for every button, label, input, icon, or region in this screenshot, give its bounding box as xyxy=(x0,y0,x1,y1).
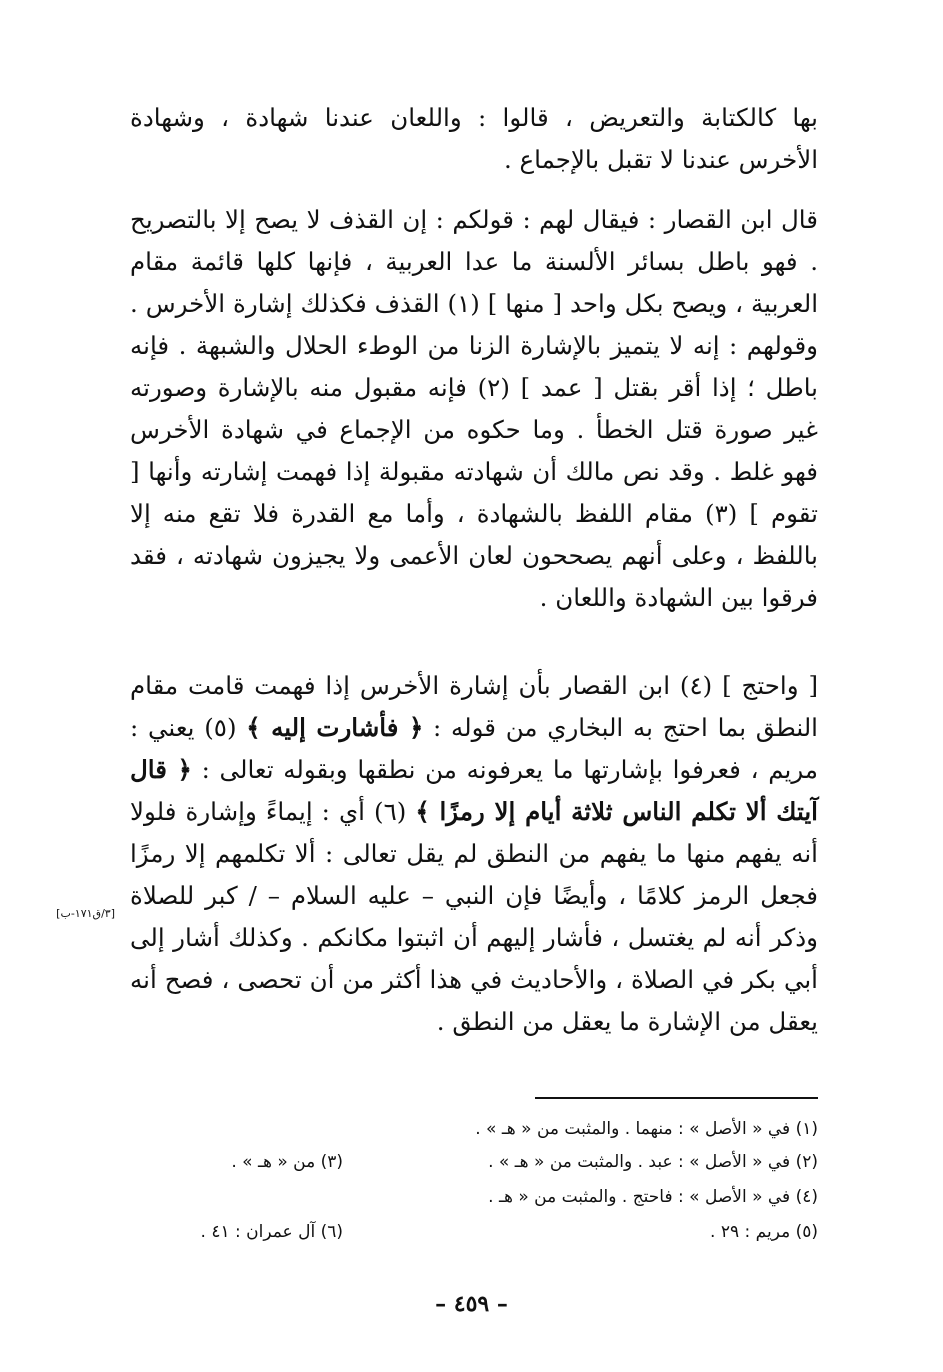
footnote-6: (٦) آل عمران : ٤١ . xyxy=(200,1222,343,1242)
manuscript-folio-note: [٣/ق١٧١-ب] xyxy=(56,907,115,920)
footnote-5: (٥) مريم : ٢٩ . xyxy=(710,1222,818,1242)
paragraph-1: بها كالكتابة والتعريض ، قالوا : واللعان عندنا شهادة ، وشهادة الأخرس عندنا لا تقبل بالإجماع . xyxy=(130,103,818,174)
paragraph-3-text-c: (٦) أي : إيماءً وإشارة فلولا أنه يفهم منها ما يفهم من النطق لم يقل تعالى : ألا تكلمهم إلا رمزًا فجعل الرمز كلامًا ، وأيضًا فإن النبي – عليه السلام – / كبر للصلاة وذكر أنه لم يغتسل ، فأشار إليهم أن اثبتوا مكانكم . وكذلك أشار إلى أبي بكر في الصلاة ، والأحاديث في هذا أكثر من أن تحصى ، فصح أنه يعقل من الإشارة ما يعقل من النطق . xyxy=(130,797,818,1036)
footnote-3: (٣) من « هـ » . xyxy=(231,1152,343,1172)
page-number: – ٤٥٩ – xyxy=(435,1291,508,1317)
paragraph-3-text-a: [ واحتج ] (٤) ابن القصار بأن إشارة الأخرس إذا فهمت قامت مقام النطق بما احتج به البخاري من قوله : xyxy=(130,671,818,742)
quran-quote-2: ﴿ قال آيتك ألا تكلم الناس ثلاثة أيام إلا رمزًا ﴾ xyxy=(130,755,818,826)
footnote-2: (٢) في « الأصل » : عبد . والمثبت من « هـ » . xyxy=(488,1152,818,1172)
footnote-4: (٤) في « الأصل » : فاحتج . والمثبت من « هـ . xyxy=(488,1187,818,1207)
footnote-separator xyxy=(535,1097,818,1099)
paragraph-3-text-b: (٥) يعني : مريم ، فعرفوا بإشارتها ما يعرفونه من نطقها وبقوله تعالى : xyxy=(130,713,818,784)
paragraph-3 xyxy=(130,665,818,1043)
quran-quote-1: ﴿ فأشارت إليه ﴾ xyxy=(246,713,424,742)
footnote-1: (١) في « الأصل » : منهما . والمثبت من « هـ » . xyxy=(475,1119,818,1139)
paragraph-2: قال ابن القصار : فيقال لهم : قولكم : إن القذف لا يصح إلا بالتصريح . فهو باطل بسائر الألسنة ما عدا العربية ، فإنها كلها قائمة مقام العربية ، ويصح بكل واحد [ منها ] (١) القذف فكذلك إشارة الأخرس . وقولهم : إنه لا يتميز بالإشارة الزنا من الوطء الحلال والشبهة . فإنه باطل ؛ إذا أقر بقتل [ عمد ] (٢) فإنه مقبول منه بالإشارة وصورته غير صورة قتل الخطأ . وما حكوه من الإجماع في شهادة الأخرس فهو غلط . وقد نص مالك أن شهادته مقبولة إذا فهمت إشارته وأنها [ تقوم ] (٣) مقام اللفظ بالشهادة ، وأما مع القدرة فلا تقع منه إلا باللفظ ، وعلى أنهم يصححون لعان الأعمى ولا يجيزون شهادته ، فقد فرقوا بين الشهادة واللعان . xyxy=(130,205,818,612)
